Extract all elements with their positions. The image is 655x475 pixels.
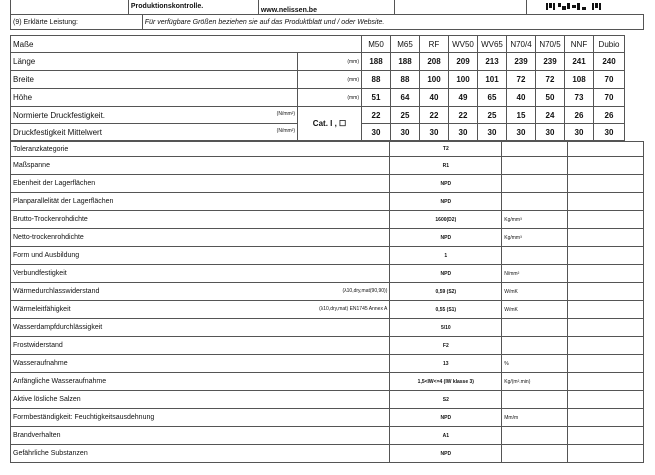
property-value: NPD xyxy=(390,175,502,193)
empty-cell xyxy=(568,445,644,463)
property-label: Toleranzkategorie xyxy=(13,145,69,153)
property-label: Netto-trockenrohdichte xyxy=(13,234,84,241)
table-row xyxy=(11,373,644,391)
property-note: (λ10,dry,mat) EN1745 Annex A xyxy=(319,306,388,312)
table-row xyxy=(11,409,644,427)
property-value: F2 xyxy=(390,337,502,355)
value-cell: 213 xyxy=(478,53,507,71)
property-label: Brandverhalten xyxy=(13,432,61,439)
table-row xyxy=(11,283,644,301)
property-value: 1,5<IW<=4 (IW klasse 3) xyxy=(390,373,502,391)
column-header: M65 xyxy=(391,36,420,53)
website-link[interactable]: www.nelissen.be xyxy=(258,0,394,15)
empty-cell xyxy=(568,211,644,229)
property-unit xyxy=(502,157,568,175)
row-unit: (N/mm²) xyxy=(276,127,295,134)
property-value: 0,59 (S2) xyxy=(390,283,502,301)
empty-cell xyxy=(568,157,644,175)
value-cell: 72 xyxy=(536,71,565,89)
value-cell: 15 xyxy=(507,107,536,124)
property-value: R1 xyxy=(390,157,502,175)
row-label: Länge xyxy=(11,53,298,71)
property-label: Wärmeleitfähigkeit xyxy=(13,306,71,313)
property-value: NPD xyxy=(390,409,502,427)
value-cell: 88 xyxy=(391,71,420,89)
value-cell: 26 xyxy=(594,107,625,124)
production-control-text: Produktionskontrolle. xyxy=(128,0,258,15)
value-cell: 72 xyxy=(507,71,536,89)
table-row xyxy=(11,157,644,175)
empty-cell xyxy=(568,247,644,265)
table-row xyxy=(11,391,644,409)
column-header: WV65 xyxy=(478,36,507,53)
property-unit: W/mK xyxy=(502,283,568,301)
value-cell: 70 xyxy=(594,71,625,89)
column-header: N70/4 xyxy=(507,36,536,53)
value-cell: 26 xyxy=(565,107,594,124)
table-row xyxy=(11,71,625,89)
property-unit xyxy=(502,427,568,445)
value-cell: 30 xyxy=(449,124,478,141)
value-cell: 64 xyxy=(391,89,420,107)
property-value: S2 xyxy=(390,391,502,409)
table-row xyxy=(11,247,644,265)
value-cell: 25 xyxy=(391,107,420,124)
property-value: 1600(D2) xyxy=(390,211,502,229)
empty-cell xyxy=(568,265,644,283)
empty-cell xyxy=(568,283,644,301)
row-unit: (mm) xyxy=(298,89,362,107)
property-label: Wasseraufnahme xyxy=(13,360,68,367)
table-row xyxy=(11,89,625,107)
table-row xyxy=(11,107,625,124)
column-header: WV50 xyxy=(449,36,478,53)
declared-performance-note: Für verfügbare Größen beziehen sie auf das Produktblatt und / oder Website. xyxy=(142,15,643,30)
property-unit: N/mm² xyxy=(502,265,568,283)
property-unit xyxy=(502,319,568,337)
row-unit: (mm) xyxy=(298,71,362,89)
property-label: Verbundfestigkeit xyxy=(13,270,67,277)
value-cell: 30 xyxy=(362,124,391,141)
value-cell: 25 xyxy=(478,107,507,124)
empty-cell xyxy=(568,319,644,337)
value-cell: 188 xyxy=(362,53,391,71)
row-label: Breite xyxy=(11,71,298,89)
empty-cell xyxy=(568,301,644,319)
value-cell: 209 xyxy=(449,53,478,71)
column-header: M50 xyxy=(362,36,391,53)
table-row xyxy=(11,53,625,71)
table-row xyxy=(11,229,644,247)
property-label: Wärmedurchlasswiderstand xyxy=(13,288,100,295)
property-note: (λ10,dry,mat(90,90)) xyxy=(342,288,388,294)
row-label: Druckfestigkeit Mittelwert xyxy=(13,127,102,137)
table-row xyxy=(11,301,644,319)
property-unit xyxy=(502,142,568,157)
value-cell: 30 xyxy=(478,124,507,141)
column-header: NNF xyxy=(565,36,594,53)
value-cell: 49 xyxy=(449,89,478,107)
property-label: Form und Ausbildung xyxy=(13,252,80,259)
value-cell: 30 xyxy=(391,124,420,141)
empty-cell xyxy=(568,427,644,445)
value-cell: 100 xyxy=(420,71,449,89)
property-value: 13 xyxy=(390,355,502,373)
properties-table xyxy=(10,141,644,463)
property-unit xyxy=(502,193,568,211)
document-page xyxy=(10,0,644,475)
property-label: Anfängliche Wasseraufnahme xyxy=(13,378,107,385)
dimensions-table xyxy=(10,35,625,141)
empty-cell xyxy=(568,391,644,409)
empty-cell xyxy=(568,355,644,373)
table-row xyxy=(11,337,644,355)
empty-cell xyxy=(568,409,644,427)
empty-cell xyxy=(568,193,644,211)
property-value: NPD xyxy=(390,229,502,247)
value-cell: 50 xyxy=(536,89,565,107)
table-row xyxy=(11,142,644,157)
table-row xyxy=(11,319,644,337)
property-value: 5/10 xyxy=(390,319,502,337)
empty-cell xyxy=(568,175,644,193)
value-cell: 240 xyxy=(594,53,625,71)
property-unit xyxy=(502,337,568,355)
value-cell: 188 xyxy=(391,53,420,71)
value-cell: 30 xyxy=(507,124,536,141)
table-row xyxy=(11,193,644,211)
value-cell: 70 xyxy=(594,89,625,107)
property-label: Gefährliche Substanzen xyxy=(13,450,88,457)
property-unit xyxy=(502,247,568,265)
dimensions-header-row xyxy=(11,36,625,53)
value-cell: 30 xyxy=(420,124,449,141)
column-header: RF xyxy=(420,36,449,53)
value-cell: 30 xyxy=(536,124,565,141)
table-row xyxy=(11,265,644,283)
property-value: 1 xyxy=(390,247,502,265)
property-label: Wasserdampfdurchlässigkeit xyxy=(13,324,103,331)
column-header: N70/5 xyxy=(536,36,565,53)
property-value: NPD xyxy=(390,265,502,283)
property-unit xyxy=(502,391,568,409)
property-value: T2 xyxy=(390,142,502,157)
declared-performance-label: (9) Erklärte Leistung: xyxy=(11,15,143,30)
value-cell: 22 xyxy=(449,107,478,124)
category-mark: Cat. I , ☐ xyxy=(298,107,362,141)
value-cell: 239 xyxy=(536,53,565,71)
empty-cell xyxy=(568,337,644,355)
table-row xyxy=(11,211,644,229)
value-cell: 241 xyxy=(565,53,594,71)
property-label: Formbeständigkeit: Feuchtigkeitsausdehnung xyxy=(13,414,155,421)
empty-cell xyxy=(568,229,644,247)
property-unit xyxy=(502,445,568,463)
qr-code-icon xyxy=(546,0,604,10)
value-cell: 40 xyxy=(420,89,449,107)
property-unit: Kg/mm³ xyxy=(502,211,568,229)
value-cell: 239 xyxy=(507,53,536,71)
property-label: Maßspanne xyxy=(13,162,50,169)
value-cell: 100 xyxy=(449,71,478,89)
table-row xyxy=(11,445,644,463)
property-unit: Kg/mm³ xyxy=(502,229,568,247)
property-unit: W/mK xyxy=(502,301,568,319)
property-label: Planparallelität der Lagerflächen xyxy=(13,198,114,205)
empty-cell xyxy=(568,373,644,391)
row-unit: (mm) xyxy=(298,53,362,71)
property-unit: Mm/m xyxy=(502,409,568,427)
property-value: 0,55 (S1) xyxy=(390,301,502,319)
row-label: Normierte Druckfestigkeit. xyxy=(13,110,106,120)
value-cell: 108 xyxy=(565,71,594,89)
row-label: Höhe xyxy=(11,89,298,107)
declared-performance-table xyxy=(10,14,644,30)
value-cell: 30 xyxy=(565,124,594,141)
property-label: Aktive lösliche Salzen xyxy=(13,396,81,403)
property-value: A1 xyxy=(390,427,502,445)
value-cell: 208 xyxy=(420,53,449,71)
row-unit: (N/mm²) xyxy=(276,110,295,117)
property-label: Frostwiderstand xyxy=(13,342,63,349)
value-cell: 65 xyxy=(478,89,507,107)
value-cell: 51 xyxy=(362,89,391,107)
property-value: NPD xyxy=(390,193,502,211)
column-header: Dubio xyxy=(594,36,625,53)
value-cell: 40 xyxy=(507,89,536,107)
value-cell: 22 xyxy=(420,107,449,124)
property-label: Brutto-Trockenrohdichte xyxy=(13,216,88,223)
property-value: NPD xyxy=(390,445,502,463)
table-row xyxy=(11,175,644,193)
value-cell: 73 xyxy=(565,89,594,107)
table-row xyxy=(11,355,644,373)
value-cell: 88 xyxy=(362,71,391,89)
property-unit: Kg/(m².min) xyxy=(502,373,568,391)
property-label: Ebenheit der Lagerflächen xyxy=(13,180,96,187)
value-cell: 101 xyxy=(478,71,507,89)
property-unit xyxy=(502,175,568,193)
property-unit: % xyxy=(502,355,568,373)
value-cell: 22 xyxy=(362,107,391,124)
table-row xyxy=(11,427,644,445)
empty-cell xyxy=(568,142,644,157)
dimensions-title: Maße xyxy=(11,36,362,53)
value-cell: 24 xyxy=(536,107,565,124)
value-cell: 30 xyxy=(594,124,625,141)
